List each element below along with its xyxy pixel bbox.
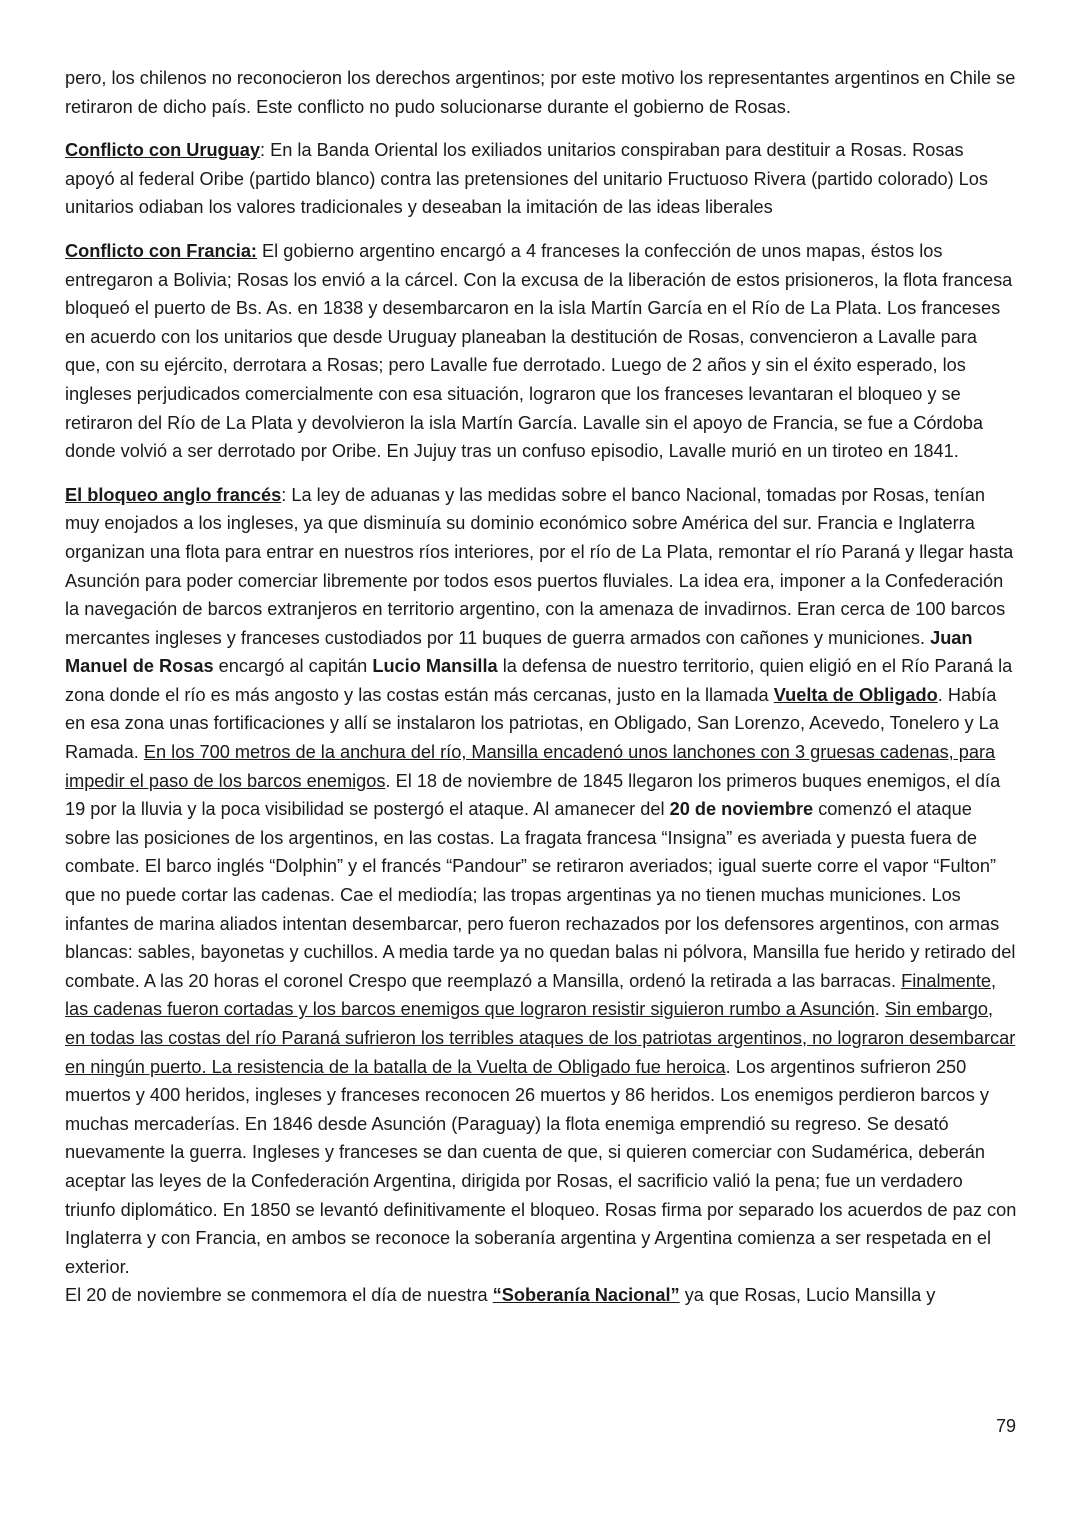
underlined-chains-cut-sentence: Finalmente, las cadenas fueron cortadas y los barcos enemigos que lograron resistir siguieron rumbo a Asunción	[65, 970, 997, 1020]
bold-date-20-noviembre: 20 de noviembre	[669, 799, 814, 820]
paragraph-text: : En la Banda Oriental los exiliados unitarios conspiraban para destituir a Rosas. Rosas apoyó al federal Oribe (partido blanco) contra las pretensiones del unitario Fructuoso Rivera (partido colorado) Los unitarios odiaban los valores tradicionales y deseaban la imitación de las ideas liberales	[65, 140, 989, 218]
page-number: 79	[995, 1416, 1016, 1436]
paragraph-anglo-french-blockade	[65, 481, 1017, 1282]
paragraph-text: . Había en esa zona unas fortificaciones y allí se instalaron los patriotas, en Obligado, San Lorenzo, Acevedo, Tonelero y La Ramada.	[65, 684, 999, 763]
paragraph-text: la defensa de nuestro territorio, quien eligió en el Río Paraná la zona donde el río es más angosto y las costas están más cercanas, justo en la llamada	[65, 656, 1013, 705]
bold-underlined-vuelta-de-obligado: Vuelta de Obligado	[773, 684, 938, 705]
paragraph-text: encargó al capitán	[213, 656, 373, 677]
paragraph-text: El 20 de noviembre se conmemora el día de nuestra	[65, 1285, 493, 1306]
paragraph-france-conflict	[65, 237, 1017, 466]
paragraph-chile-conflict	[65, 64, 1017, 121]
paragraph-text: . Los argentinos sufrieron 250 muertos y 400 heridos, ingleses y franceses reconocen 26 muertos y 86 heridos. Los enemigos perdieron barcos y muchas mercaderías. En 1846 desde Asunción (Paraguay) la flota enemiga emprendió su regreso. Se desató nuevamente la guerra. Ingleses y franceses se dan cuenta de que, si quieren comerciar con Sudamérica, deberán aceptar las leyes de la Confederación Argentina, dirigida por Rosas, el sacrificio valió la pena; fue un verdadero triunfo diplomático. En 1850 se levantó definitivamente el bloqueo. Rosas firma por separado los acuerdos de paz con Inglaterra y con Francia, en ambos se reconoce la soberanía argentina y Argentina comienza a ser respetada en el exterior.	[65, 1056, 1017, 1277]
paragraph-text: ya que Rosas, Lucio Mansilla y	[679, 1285, 936, 1306]
section-heading-france: Conflicto con Francia:	[65, 240, 257, 261]
bold-name-mansilla: Lucio Mansilla	[372, 656, 498, 677]
section-heading-uruguay: Conflicto con Uruguay	[65, 140, 261, 161]
underlined-chains-sentence: En los 700 metros de la anchura del río, Mansilla encadenó unos lanchones con 3 gruesas cadenas, para impedir el paso de los barcos enemigos	[65, 742, 996, 791]
page-body	[65, 64, 1017, 1325]
paragraph-text: comenzó el ataque sobre las posiciones de los argentinos, en las costas. La fragata francesa “Insigna” es averiada y puesta fuera de combate. El barco inglés “Dolphin” y el francés “Pandour” se retiraron averiados; igual suerte corre el vapor “Fulton” que no puede cortar las cadenas. Cae el mediodía; las tropas argentinas ya no tienen muchas municiones. Los infantes de marina aliados intentan desembarcar, pero fueron rechazados por los defensores argentinos, con armas blancas: sables, bayonetas y cuchillos. A media tarde ya no quedan balas ni pólvora, Mansilla fue herido y retirado del combate. A las 20 horas el coronel Crespo que reemplazó a Mansilla, ordenó la retirada a las barracas.	[65, 799, 1016, 991]
bold-name-rosas: Juan Manuel de Rosas	[65, 627, 973, 677]
section-heading-blockade: El bloqueo anglo francés	[65, 484, 282, 505]
underlined-heroic-resistance-sentence: Sin embargo, en todas las costas del río Paraná sufrieron los terribles ataques de los patriotas argentinos, no lograron desembarcar en ningún puerto. La resistencia de la batalla de la Vuelta de Obligado fue heroica	[65, 999, 1016, 1077]
bold-underlined-soberania-nacional: “Soberanía Nacional”	[492, 1285, 680, 1306]
paragraph-text: .	[874, 999, 885, 1020]
paragraph-text: . El 18 de noviembre de 1845 llegaron los primeros buques enemigos, el día 19 por la lluvia y la poca visibilidad se postergó el ataque. Al amanecer del	[65, 770, 1001, 820]
paragraph-text: : La ley de aduanas y las medidas sobre el banco Nacional, tomadas por Rosas, tenían muy enojados a los ingleses, ya que disminuía su dominio económico sobre América del sur. Francia e Inglaterra organizan una flota para entrar en nuestros ríos interiores, por el río de La Plata, remontar el río Paraná y llegar hasta Asunción para poder comerciar libremente por todos esos puertos fluviales. La idea era, imponer a la Confederación la navegación de barcos extranjeros en territorio argentino, con la amenaza de invadirnos. Eran cerca de 100 barcos mercantes ingleses y franceses custodiados por 11 buques de guerra armados con cañones y municiones.	[65, 484, 1014, 648]
paragraph-soberania-nacional	[65, 1281, 1017, 1310]
paragraph-text: pero, los chilenos no reconocieron los derechos argentinos; por este motivo los representantes argentinos en Chile se retiraron de dicho país. Este conflicto no pudo solucionarse durante el gobierno de Rosas.	[65, 68, 1016, 117]
paragraph-text: El gobierno argentino encargó a 4 franceses la confección de unos mapas, éstos los entregaron a Bolivia; Rosas los envió a la cárcel. Con la excusa de la liberación de estos prisioneros, la flota francesa bloqueó el puerto de Bs. As. en 1838 y desembarcaron en la isla Martín García en el Río de La Plata. Los franceses en acuerdo con los unitarios que desde Uruguay planeaban la destitución de Rosas, convencieron a Lavalle para que, con su ejército, derrotara a Rosas; pero Lavalle fue derrotado. Luego de 2 años y sin el éxito esperado, los ingleses perjudicados comercialmente con esa situación, lograron que los franceses levantaran el bloqueo y se retiraron del Río de La Plata y devolvieron la isla Martín García. Lavalle sin el apoyo de Francia, se fue a Córdoba donde volvió a ser derrotado por Oribe. En Jujuy tras un confuso episodio, Lavalle murió en un tiroteo en 1841.	[65, 240, 1013, 462]
paragraph-uruguay-conflict	[65, 136, 1017, 222]
